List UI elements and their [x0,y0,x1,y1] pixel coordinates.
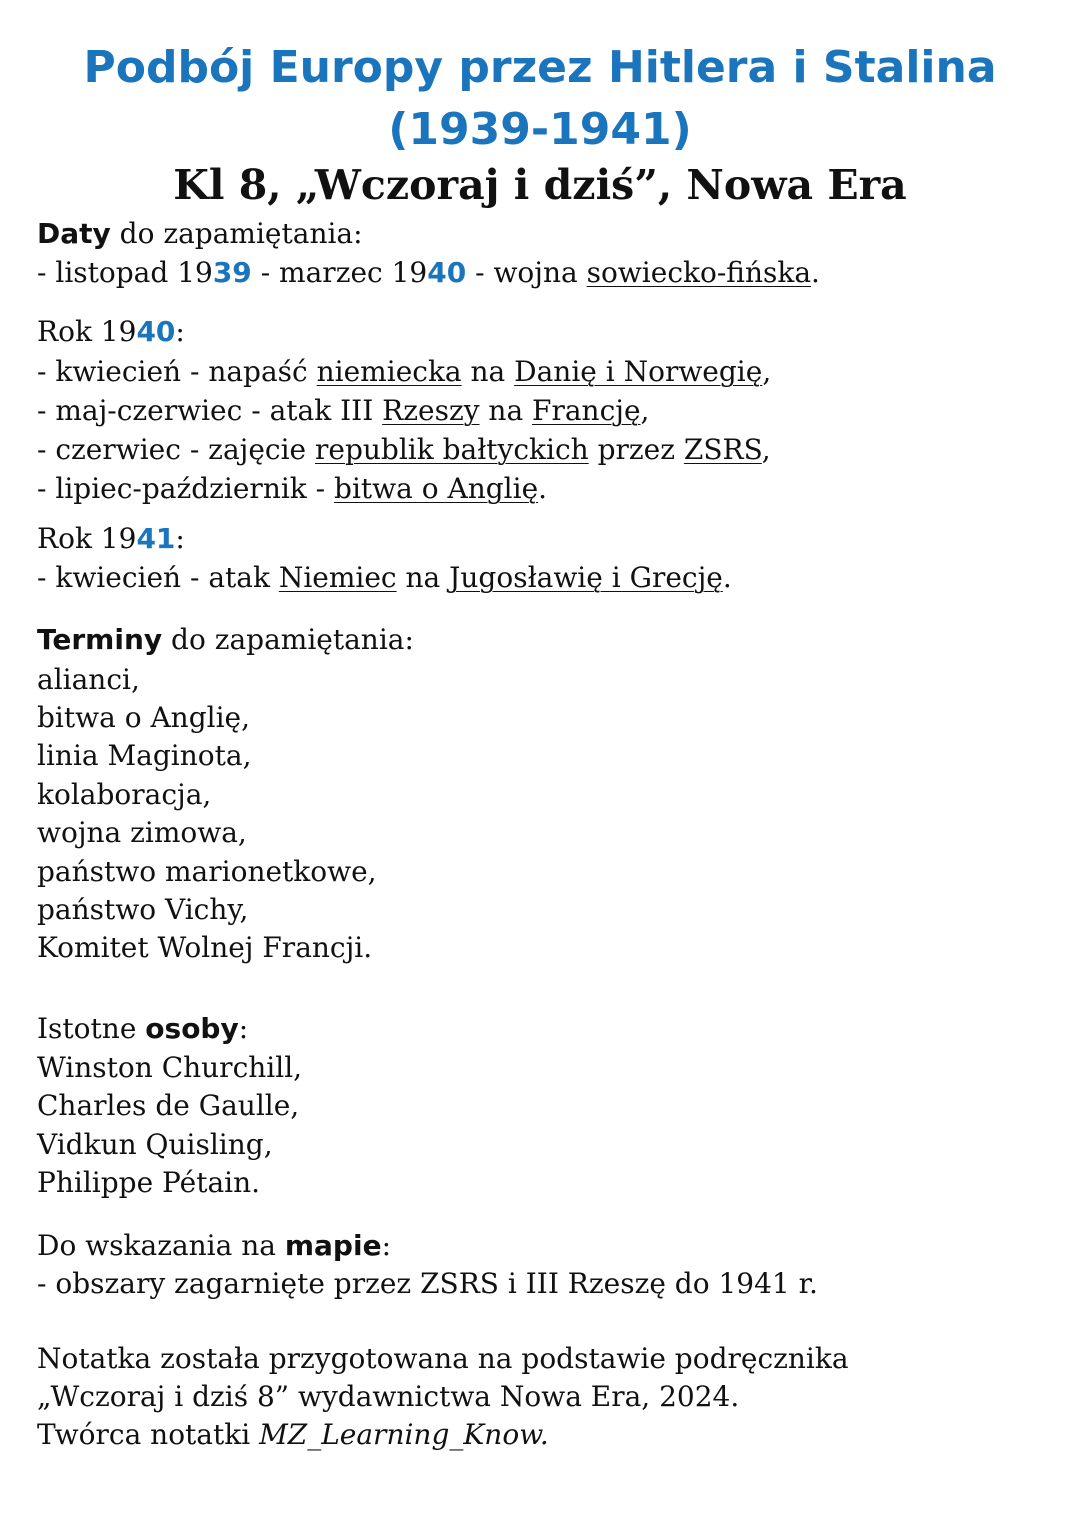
underlined-term: sowiecko-fińska [586,256,812,289]
terms-heading-rest: do zapamiętania: [162,623,414,656]
terms-heading-bold: Terminy [37,623,163,656]
text: - czerwiec - zajęcie [37,433,315,466]
term-item: bitwa o Anglię, [37,701,251,734]
term-item: Komitet Wolnej Francji. [37,931,373,964]
dates-heading-bold: Daty [37,217,111,250]
year-1941-heading [37,520,185,558]
text: . [811,256,820,289]
note-line-1: Notatka została przygotowana na podstawie podręcznika [37,1342,849,1375]
underlined-term: Niemiec [278,561,397,594]
text: , [761,433,771,466]
text: na [479,394,533,427]
underlined-term: ZSRS [683,433,762,466]
page-subtitle: Kl 8, „Wczoraj i dziś”, Nowa Era [173,161,907,209]
text: na [461,355,515,388]
text: Twórca notatki [37,1418,260,1451]
dates-heading [37,215,363,253]
term-item: linia Maginota, [37,739,252,772]
text: - maj-czerwiec - atak III [37,394,383,427]
text: . [722,561,732,594]
text: : [238,1012,249,1045]
year-1940-heading [37,313,185,351]
text: przez [588,433,684,466]
text: . [538,472,548,505]
people-heading-bold: osoby [145,1012,239,1045]
underlined-term: niemiecka [316,355,462,388]
person-item: Philippe Pétain. [37,1166,261,1199]
person-item: Winston Churchill, [37,1051,303,1084]
highlight-year: 40 [136,315,176,348]
text: - lipiec-październik - [37,472,335,505]
text: , [640,394,650,427]
text: Istotne [37,1012,146,1045]
term-item: alianci, [37,663,140,696]
text: Rok 19 [37,522,137,555]
map-heading-bold: mapie [284,1229,382,1262]
note-line-2: „Wczoraj i dziś 8” wydawnictwa Nowa Era, 2024. [37,1380,740,1413]
highlight-year: 41 [136,522,176,555]
event-1940-july-october [37,470,547,508]
highlight-year: 39 [212,256,252,289]
person-item: Vidkun Quisling, [37,1128,273,1161]
term-item: wojna zimowa, [37,816,247,849]
event-1940-may-june [37,392,649,430]
text: Rok 19 [37,315,137,348]
person-item: Charles de Gaulle, [37,1089,300,1122]
term-item: kolaboracja, [37,778,212,811]
map-heading [37,1227,391,1265]
underlined-term: republik bałtyckich [315,433,589,466]
underlined-term: Danię i Norwegię [514,355,763,388]
date-winter-war [37,254,820,292]
terms-heading [37,621,414,659]
text: - wojna [466,256,587,289]
text: na [396,561,450,594]
event-1940-april [37,353,771,391]
text: : [175,522,185,555]
note-author: MZ_Learning_Know. [259,1418,549,1451]
text: Do wskazania na [37,1229,285,1262]
text: , [762,355,772,388]
event-1941-april [37,559,732,597]
dates-heading-rest: do zapamiętania: [110,217,363,250]
note-line-3 [37,1416,549,1454]
underlined-term: Jugosławię i Grecję [449,561,723,594]
page-title-line-1: Podbój Europy przez Hitlera i Stalina [83,42,997,93]
term-item: państwo Vichy, [37,893,249,926]
term-item: państwo marionetkowe, [37,855,377,888]
text: - kwiecień - napaść [37,355,317,388]
text: - marzec 19 [251,256,428,289]
underlined-term: Francję [532,394,641,427]
text: : [175,315,185,348]
text: : [381,1229,391,1262]
text: - listopad 19 [37,256,213,289]
page-title-line-2: (1939-1941) [388,104,692,155]
highlight-year: 40 [427,256,467,289]
underlined-term: bitwa o Anglię [334,472,539,505]
text: - kwiecień - atak [37,561,279,594]
underlined-term: Rzeszy [382,394,480,427]
people-heading [37,1010,248,1048]
event-1940-june [37,431,771,469]
map-item: - obszary zagarnięte przez ZSRS i III Rzeszę do 1941 r. [37,1267,818,1300]
